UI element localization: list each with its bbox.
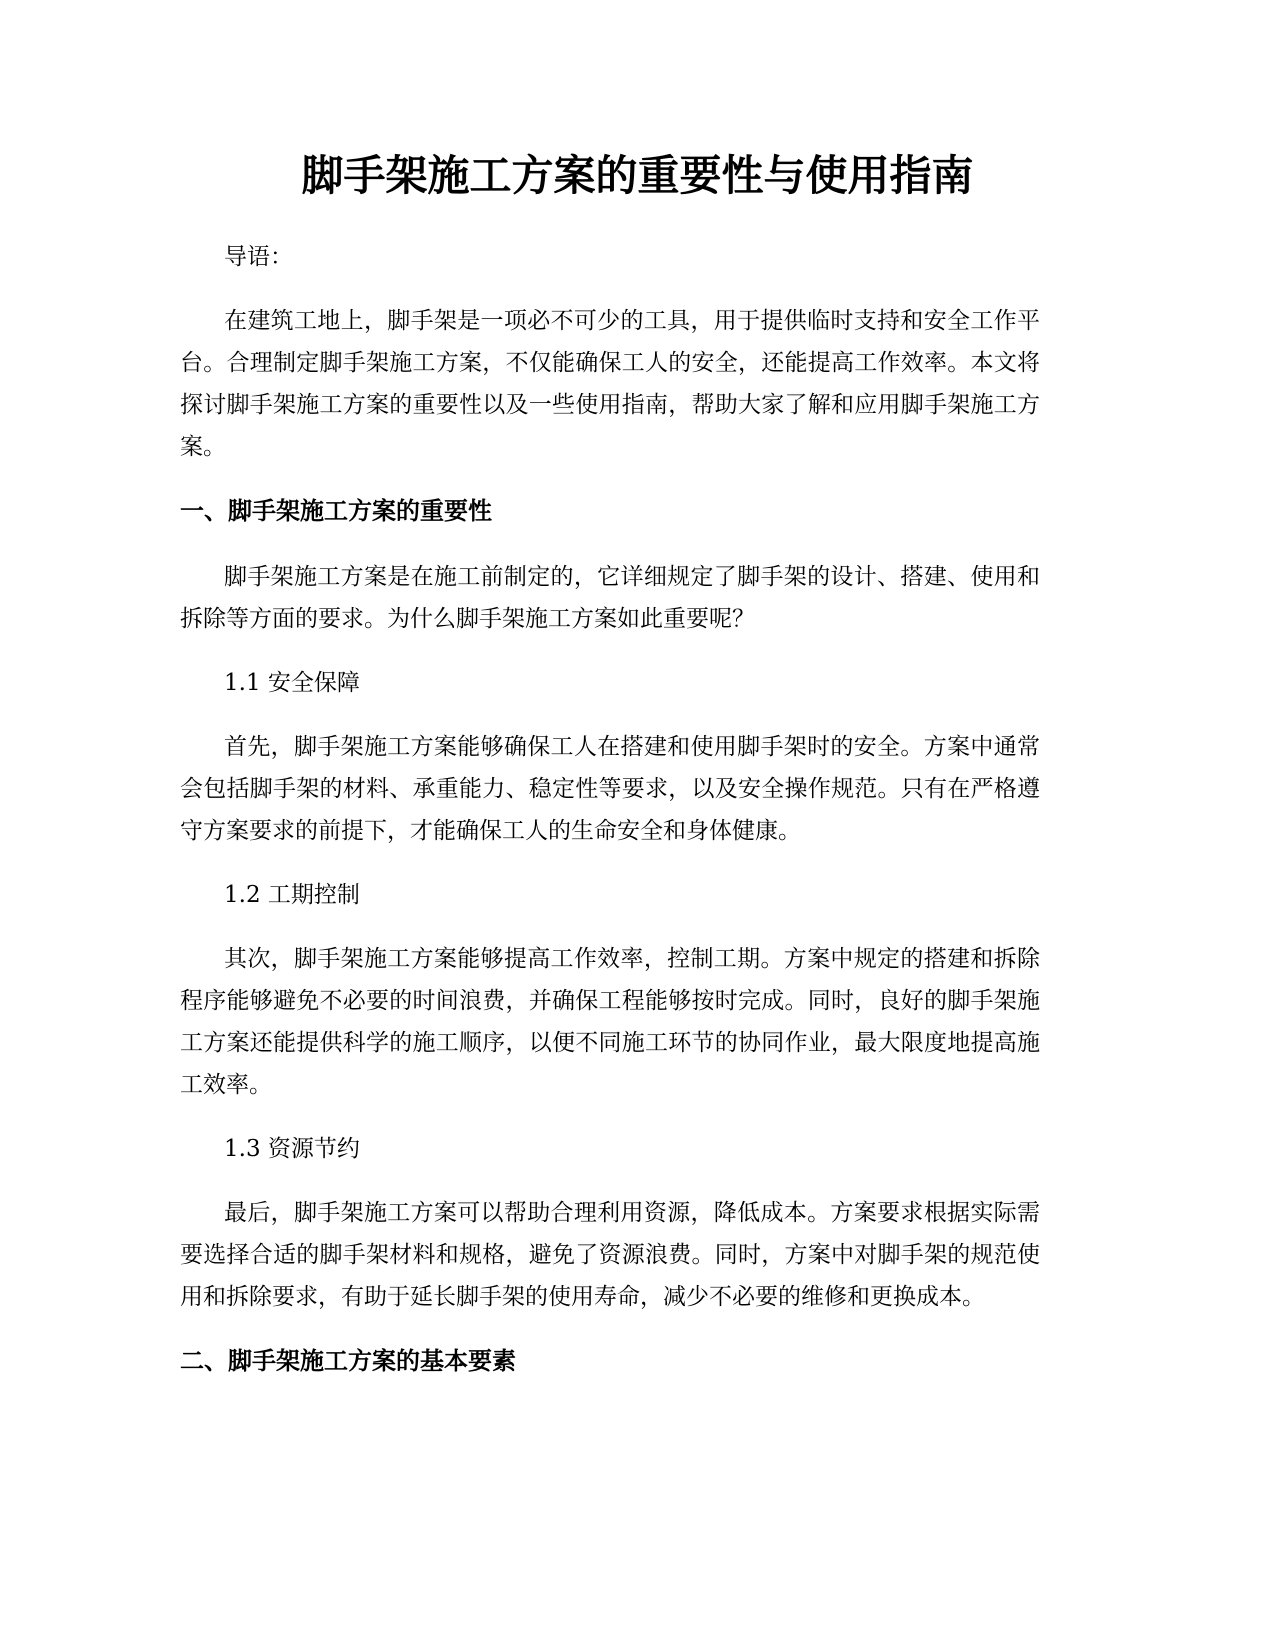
section2-heading: 二、脚手架施工方案的基本要素 xyxy=(180,1347,516,1375)
section1-heading: 一、脚手架施工方案的重要性 xyxy=(180,497,492,525)
subsection-1-2-title: 1.2 工期控制 xyxy=(224,882,360,908)
section1-intro-paragraph: 脚手架施工方案是在施工前制定的，它详细规定了脚手架的设计、搭建、使用和拆除等方面的要求。为什么脚手架施工方案如此重要呢？ xyxy=(180,564,1040,632)
subsection-1-2-paragraph: 其次，脚手架施工方案能够提高工作效率，控制工期。方案中规定的搭建和拆除程序能够避免不必要的时间浪费，并确保工程能够按时完成。同时，良好的脚手架施工方案还能提供科学的施工顺序，以便不同施工环节的协同作业，最大限度地提高施工效率。 xyxy=(180,946,1040,1098)
document-body xyxy=(180,236,1040,1406)
subsection-1-1-paragraph: 首先，脚手架施工方案能够确保工人在搭建和使用脚手架时的安全。方案中通常会包括脚手架的材料、承重能力、稳定性等要求，以及安全操作规范。只有在严格遵守方案要求的前提下，才能确保工人的生命安全和身体健康。 xyxy=(180,734,1040,844)
subsection-1-1-title: 1.1 安全保障 xyxy=(224,670,360,696)
subsection-1-3-title: 1.3 资源节约 xyxy=(224,1136,360,1162)
intro-paragraph: 在建筑工地上，脚手架是一项必不可少的工具，用于提供临时支持和安全工作平台。合理制定脚手架施工方案，不仅能确保工人的安全，还能提高工作效率。本文将探讨脚手架施工方案的重要性以及一些使用指南，帮助大家了解和应用脚手架施工方案。 xyxy=(180,308,1040,460)
document-title: 脚手架施工方案的重要性与使用指南 xyxy=(301,151,974,200)
intro-label: 导语： xyxy=(224,244,293,270)
subsection-1-3-paragraph: 最后，脚手架施工方案可以帮助合理利用资源，降低成本。方案要求根据实际需要选择合适的脚手架材料和规格，避免了资源浪费。同时，方案中对脚手架的规范使用和拆除要求，有助于延长脚手架的使用寿命，减少不必要的维修和更换成本。 xyxy=(180,1200,1040,1310)
